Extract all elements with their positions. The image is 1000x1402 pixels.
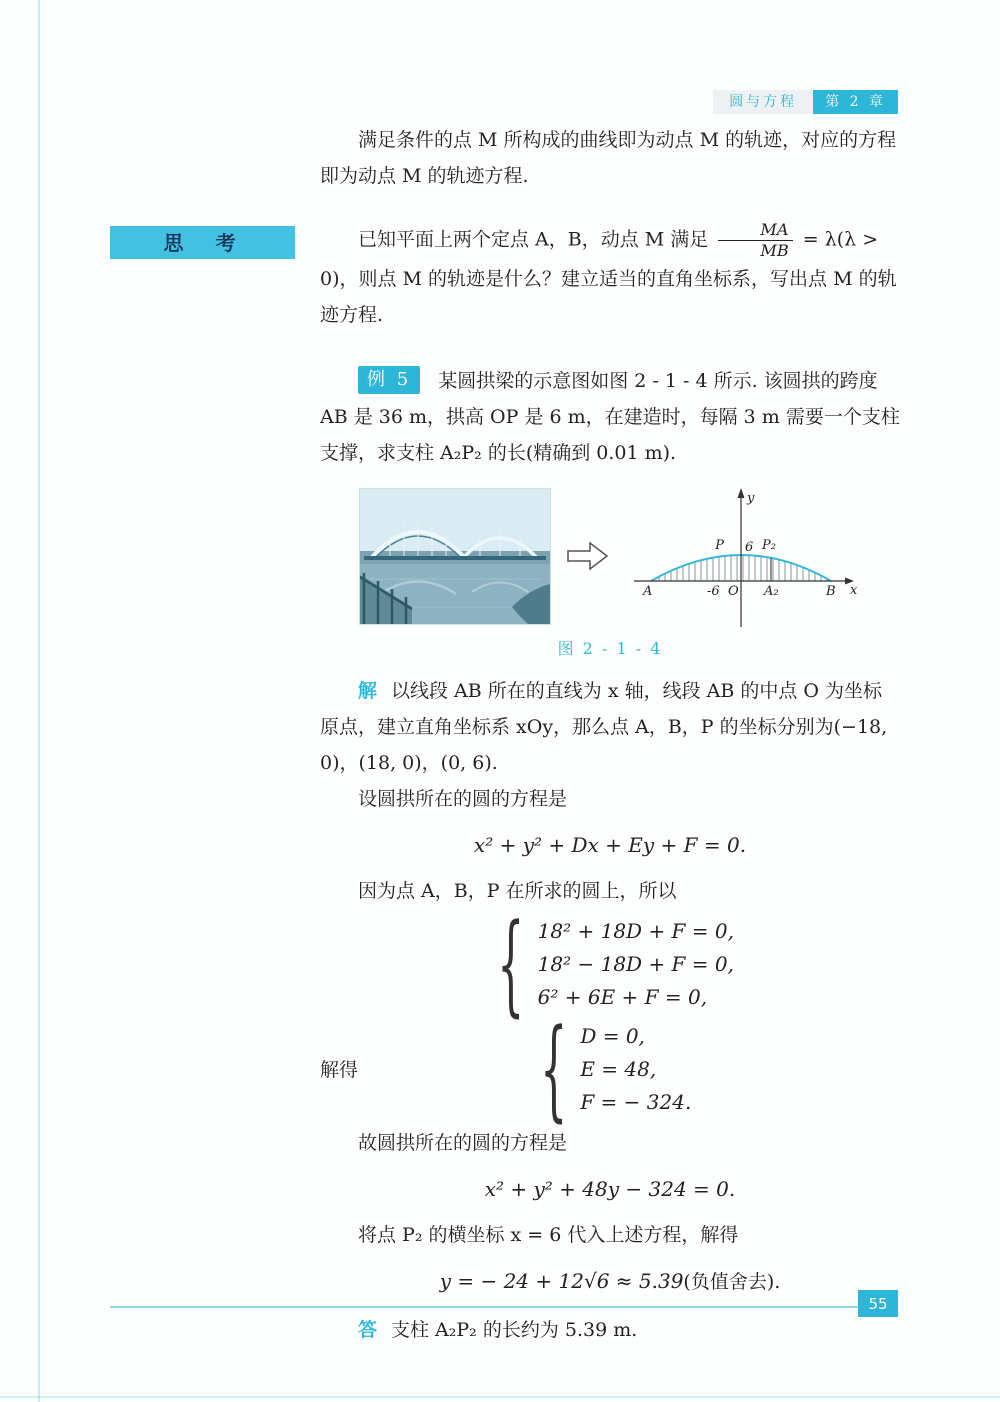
- solution-text-1: 以线段 AB 所在的直线为 x 轴，线段 AB 的中点 O 为坐标原点，建立直角坐标系 xOy，那么点 A，B，P 的坐标分别为(−18, 0)，(18, 0)，(0, 6).: [320, 680, 888, 775]
- label-point-B: B: [825, 584, 836, 600]
- bridge-photo: [360, 489, 550, 624]
- label-x-axis: x: [849, 583, 857, 599]
- transform-arrow-icon: [566, 538, 610, 574]
- answer-text: 支柱 A₂P₂ 的长约为 5.39 m.: [391, 1319, 638, 1342]
- arch-diagram: [626, 481, 861, 631]
- system1-line3: 6² + 6E + F = 0,: [537, 985, 708, 1010]
- left-brace: {: [497, 901, 525, 1028]
- fraction-numerator: MA: [718, 220, 792, 241]
- solution-paragraph-4: 故圆拱所在的圆的方程是: [358, 1132, 568, 1155]
- system2-line2: E = 48,: [580, 1057, 657, 1082]
- example-text: 某圆拱梁的示意图如图 2 - 1 - 4 所示. 该圆拱的跨度 AB 是 36 m，拱高 OP 是 6 m，在建造时，每隔 3 m 需要一个支柱支撑，求支柱 A₂P₂ 的长(精确到 0.01 m).: [320, 370, 900, 465]
- figure-caption: 图 2 - 1 - 4: [557, 639, 663, 659]
- think-label-box: [110, 226, 295, 259]
- y-value-equation: [320, 1261, 900, 1302]
- answer-paragraph: [320, 1312, 900, 1348]
- chapter-badge: 第 2 章: [813, 90, 898, 114]
- think-block: [163, 220, 900, 333]
- running-header: [713, 90, 898, 114]
- system2-line1: D = 0,: [580, 1024, 645, 1049]
- label-point-P: P: [714, 538, 724, 554]
- text-column: [163, 122, 900, 1348]
- label-y-axis: y: [746, 491, 754, 507]
- solve-label: 解得: [320, 1058, 359, 1081]
- section-title: 圆与方程: [713, 90, 813, 114]
- figure-2-1-4: [320, 481, 900, 631]
- label-height-6: 6: [744, 540, 753, 556]
- footer-rule: [110, 1306, 858, 1308]
- y-value-math: y = − 24 + 12√6 ≈ 5.39: [439, 1269, 684, 1294]
- label-point-A2: A₂: [763, 584, 779, 600]
- equation-system-1: [320, 901, 900, 1028]
- example-badge: 例 5: [358, 366, 420, 394]
- label-neg-6: -6: [706, 584, 720, 600]
- fraction-MA-over-MB: [718, 220, 792, 261]
- label-point-P2: P₂: [761, 538, 776, 554]
- think-paragraph: [320, 220, 900, 333]
- solution-paragraph-1: [320, 673, 900, 781]
- left-brace-2: {: [539, 1006, 568, 1133]
- system1-line2: 18² − 18D + F = 0,: [537, 952, 734, 977]
- y-axis-arrowhead: [737, 488, 744, 498]
- page-left-edge-rule: [38, 0, 40, 1402]
- circle-final-equation: x² + y² + 48y − 324 = 0.: [484, 1177, 736, 1202]
- solution-paragraph-5: 将点 P₂ 的横坐标 x = 6 代入上述方程，解得: [358, 1224, 739, 1247]
- think-text-before: 已知平面上两个定点 A，B，动点 M 满足: [358, 228, 709, 251]
- example-paragraph: [320, 363, 900, 471]
- think-label: 思 考: [163, 230, 242, 255]
- bridge-photo-illustration: [360, 489, 550, 624]
- equation-system-2: [320, 1006, 900, 1133]
- y-value-note: (负值舍去).: [683, 1271, 781, 1294]
- intro-paragraph: 满足条件的点 M 所构成的曲线即为动点 M 的轨迹，对应的方程即为动点 M 的轨迹方程.: [320, 129, 897, 187]
- think-text-after: = λ(λ > 0)，则点 M 的轨迹是什么？建立适当的直角坐标系，写出点 M 的轨迹方程.: [320, 228, 897, 327]
- system1-line1: 18² + 18D + F = 0,: [537, 919, 734, 944]
- solution-paragraph-2: 设圆拱所在的圆的方程是: [358, 788, 568, 811]
- system2-line3: F = − 324.: [580, 1090, 692, 1115]
- circle-general-equation: x² + y² + Dx + Ey + F = 0.: [473, 833, 747, 858]
- fraction-denominator: MB: [760, 241, 789, 261]
- page-bottom-edge-rule: [0, 1396, 1000, 1398]
- solve-result-block: [320, 1006, 900, 1133]
- solution-keyword: 解: [358, 680, 378, 703]
- label-origin-O: O: [727, 584, 739, 600]
- page-number-badge: 55: [858, 1290, 898, 1317]
- answer-keyword: 答: [358, 1319, 378, 1342]
- label-point-A: A: [642, 584, 652, 600]
- solution-paragraph-3: 因为点 A，B，P 在所求的圆上，所以: [358, 880, 677, 903]
